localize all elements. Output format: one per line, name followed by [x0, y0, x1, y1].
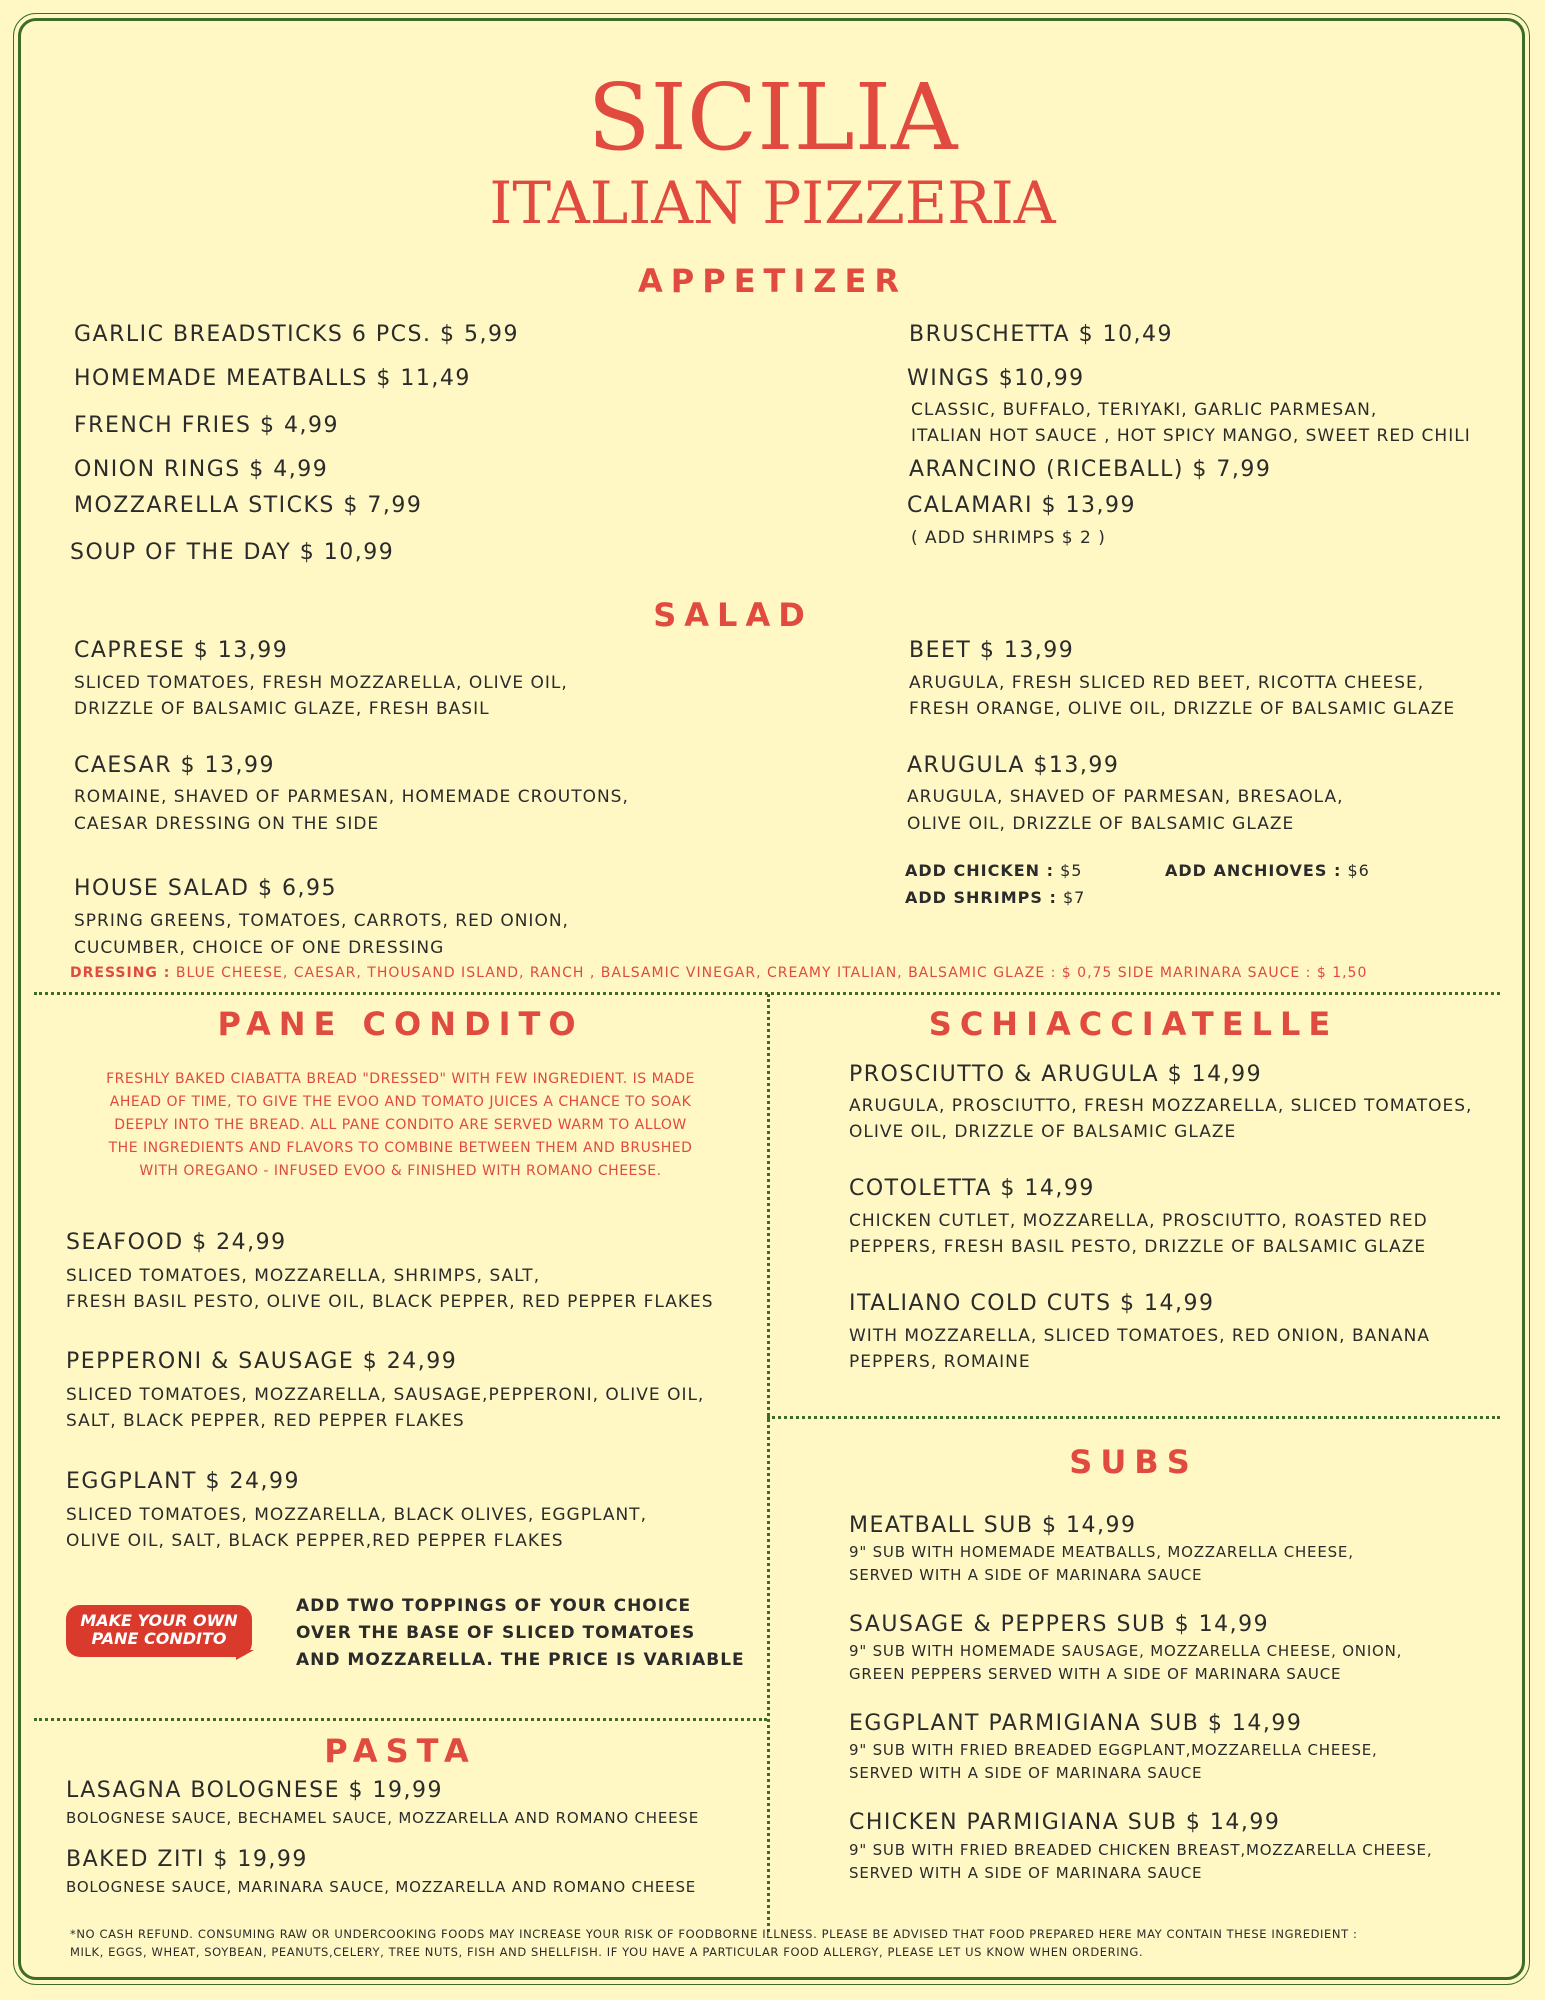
menu-item: BAKED ZITI $ 19,99: [66, 1847, 308, 1872]
menu-item: ITALIANO COLD CUTS $ 14,99: [849, 1291, 1215, 1316]
item-description: OLIVE OIL, SALT, BLACK PEPPER,RED PEPPER FLAKES: [66, 1531, 564, 1551]
item-description: DRIZZLE OF BALSAMIC GLAZE, FRESH BASIL: [74, 699, 490, 719]
restaurant-name: SICILIA: [587, 64, 958, 171]
menu-item: HOMEMADE MEATBALLS $ 11,49: [74, 366, 471, 391]
restaurant-subtitle: ITALIAN PIZZERIA: [489, 169, 1056, 237]
item-description: CHICKEN CUTLET, MOZZARELLA, PROSCIUTTO, ROASTED RED: [849, 1211, 1428, 1231]
item-description: OLIVE OIL, DRIZZLE OF BALSAMIC GLAZE: [849, 1122, 1237, 1142]
pane-condito-note: FRESHLY BAKED CIABATTA BREAD "DRESSED" WITH FEW INGREDIENT. IS MADE AHEAD OF TIME, TO GIVE THE EVOO AND TOMATO JUICES A CHANCE TO SOAK DEEPLY INTO THE BREAD. ALL PANE CONDITO ARE SERVED WARM TO ALLOW THE INGREDIENTS AND FLAVORS TO COMBINE BETWEEN THEM AND BRUSHED WITH OREGANO - INFUSED EVOO & FINISHED WITH ROMANO CHEESE.: [106, 1071, 695, 1179]
menu-item: MOZZARELLA STICKS $ 7,99: [74, 493, 423, 518]
section-title-pasta: PASTA: [324, 1732, 477, 1770]
menu-item: PROSCIUTTO & ARUGULA $ 14,99: [849, 1062, 1263, 1087]
menu-item: ARANCINO (RICEBALL) $ 7,99: [909, 457, 1272, 482]
item-description: SLICED TOMATOES, MOZZARELLA, SAUSAGE,PEPPERONI, OLIVE OIL,: [66, 1385, 705, 1405]
badge-tail: [236, 1650, 254, 1660]
item-description: ROMAINE, SHAVED OF PARMESAN, HOMEMADE CROUTONS,: [74, 787, 629, 807]
menu-item: ARUGULA $13,99: [907, 753, 1120, 778]
item-note: ( ADD SHRIMPS $ 2 ): [911, 528, 1106, 548]
item-description: ARUGULA, FRESH SLICED RED BEET, RICOTTA CHEESE,: [909, 673, 1425, 693]
menu-item: FRENCH FRIES $ 4,99: [74, 413, 339, 438]
item-description: OLIVE OIL, DRIZZLE OF BALSAMIC GLAZE: [907, 814, 1295, 834]
section-title-schiacciatelle: SCHIACCIATELLE: [928, 1005, 1339, 1043]
item-description: BOLOGNESE SAUCE, BECHAMEL SAUCE, MOZZARELLA AND ROMANO CHEESE: [66, 1809, 700, 1827]
menu-item: PEPPERONI & SAUSAGE $ 24,99: [66, 1349, 458, 1374]
dressing-options: DRESSING : BLUE CHEESE, CAESAR, THOUSAND ISLAND, RANCH , BALSAMIC VINEGAR, CREAMY ITALIAN, BALSAMIC GLAZE : $ 0,75 SIDE MARINARA SAUCE : $ 1,50: [70, 965, 1368, 981]
item-description: SLICED TOMATOES, FRESH MOZZARELLA, OLIVE OIL,: [74, 673, 568, 693]
make-your-own-note: ADD TWO TOPPINGS OF YOUR CHOICE OVER THE BASE OF SLICED TOMATOES AND MOZZARELLA. THE PRICE IS VARIABLE: [296, 1596, 745, 1670]
disclaimer: *NO CASH REFUND. CONSUMING RAW OR UNDERCOOKING FOODS MAY INCREASE YOUR RISK OF FOODBORNE ILLNESS. PLEASE BE ADVISED THAT FOOD PREPARED HERE MAY CONTAIN THESE INGREDIENT : MILK, EGGS, WHEAT, SOYBEAN, PEANUTS,CELERY, TREE NUTS, FISH AND SHELLFISH. IF YOU HAVE A PARTICULAR FOOD ALLERGY, PLEASE LET US KNOW WHEN ORDERING.: [70, 1927, 1358, 1959]
menu-item: LASAGNA BOLOGNESE $ 19,99: [66, 1778, 443, 1803]
item-description: 9" SUB WITH FRIED BREADED EGGPLANT,MOZZARELLA CHEESE,: [849, 1741, 1378, 1759]
divider-dotted: [767, 1416, 1500, 1419]
item-description: ARUGULA, PROSCIUTTO, FRESH MOZZARELLA, SLICED TOMATOES,: [849, 1096, 1473, 1116]
menu-item: BRUSCHETTA $ 10,49: [909, 322, 1174, 347]
addon-anchioves: ADD ANCHIOVES : $6: [1165, 861, 1370, 880]
menu-item: MEATBALL SUB $ 14,99: [849, 1513, 1137, 1538]
item-description: CLASSIC, BUFFALO, TERIYAKI, GARLIC PARMESAN,: [911, 400, 1378, 420]
item-description: GREEN PEPPERS SERVED WITH A SIDE OF MARINARA SAUCE: [849, 1665, 1342, 1683]
menu-item: GARLIC BREADSTICKS 6 PCS. $ 5,99: [74, 322, 519, 347]
item-description: CUCUMBER, CHOICE OF ONE DRESSING: [74, 938, 445, 958]
menu-item: EGGPLANT PARMIGIANA SUB $ 14,99: [849, 1711, 1303, 1736]
addon-shrimps: ADD SHRIMPS : $7: [905, 888, 1086, 907]
menu-item: SEAFOOD $ 24,99: [66, 1230, 287, 1255]
section-title-subs: SUBS: [1069, 1443, 1198, 1481]
section-title-salad: SALAD: [653, 596, 813, 634]
item-description: SLICED TOMATOES, MOZZARELLA, SHRIMPS, SALT,: [66, 1266, 541, 1286]
menu-item: CHICKEN PARMIGIANA SUB $ 14,99: [849, 1810, 1281, 1835]
item-description: 9" SUB WITH FRIED BREADED CHICKEN BREAST,MOZZARELLA CHEESE,: [849, 1841, 1433, 1859]
item-description: FRESH BASIL PESTO, OLIVE OIL, BLACK PEPPER, RED PEPPER FLAKES: [66, 1292, 714, 1312]
item-description: SPRING GREENS, TOMATOES, CARROTS, RED ONION,: [74, 911, 569, 931]
menu-item: CAESAR $ 13,99: [74, 753, 275, 778]
menu-item: ONION RINGS $ 4,99: [74, 457, 329, 482]
menu-item: WINGS $10,99: [907, 366, 1085, 391]
make-your-own-badge: MAKE YOUR OWN PANE CONDITO: [66, 1605, 252, 1657]
section-title-appetizer: APPETIZER: [638, 262, 907, 300]
menu-item: CALAMARI $ 13,99: [907, 493, 1136, 518]
menu-item: BEET $ 13,99: [909, 638, 1075, 663]
item-description: 9" SUB WITH HOMEMADE SAUSAGE, MOZZARELLA CHEESE, ONION,: [849, 1642, 1403, 1660]
divider-dotted: [34, 1718, 767, 1721]
item-description: 9" SUB WITH HOMEMADE MEATBALLS, MOZZARELLA CHEESE,: [849, 1543, 1354, 1561]
item-description: SERVED WITH A SIDE OF MARINARA SAUCE: [849, 1566, 1203, 1584]
item-description: SLICED TOMATOES, MOZZARELLA, BLACK OLIVES, EGGPLANT,: [66, 1505, 647, 1525]
item-description: SERVED WITH A SIDE OF MARINARA SAUCE: [849, 1764, 1203, 1782]
item-description: PEPPERS, ROMAINE: [849, 1352, 1031, 1372]
item-description: SALT, BLACK PEPPER, RED PEPPER FLAKES: [66, 1411, 465, 1431]
item-description: BOLOGNESE SAUCE, MARINARA SAUCE, MOZZARELLA AND ROMANO CHEESE: [66, 1878, 697, 1896]
item-description: PEPPERS, FRESH BASIL PESTO, DRIZZLE OF BALSAMIC GLAZE: [849, 1237, 1427, 1257]
menu-item: EGGPLANT $ 24,99: [66, 1469, 300, 1494]
menu-item: COTOLETTA $ 14,99: [849, 1176, 1095, 1201]
menu-item: CAPRESE $ 13,99: [74, 638, 289, 663]
item-description: WITH MOZZARELLA, SLICED TOMATOES, RED ONION, BANANA: [849, 1326, 1430, 1346]
item-description: ARUGULA, SHAVED OF PARMESAN, BRESAOLA,: [907, 787, 1344, 807]
menu-item: SOUP OF THE DAY $ 10,99: [70, 540, 395, 565]
menu-item: HOUSE SALAD $ 6,95: [74, 876, 337, 901]
item-description: CAESAR DRESSING ON THE SIDE: [74, 814, 380, 834]
menu-item: SAUSAGE & PEPPERS SUB $ 14,99: [849, 1612, 1270, 1637]
item-description: ITALIAN HOT SAUCE , HOT SPICY MANGO, SWEET RED CHILI: [911, 426, 1471, 446]
section-title-pane-condito: PANE CONDITO: [217, 1005, 584, 1043]
item-description: FRESH ORANGE, OLIVE OIL, DRIZZLE OF BALSAMIC GLAZE: [909, 699, 1456, 719]
addon-chicken: ADD CHICKEN : $5: [905, 861, 1083, 880]
item-description: SERVED WITH A SIDE OF MARINARA SAUCE: [849, 1864, 1203, 1882]
